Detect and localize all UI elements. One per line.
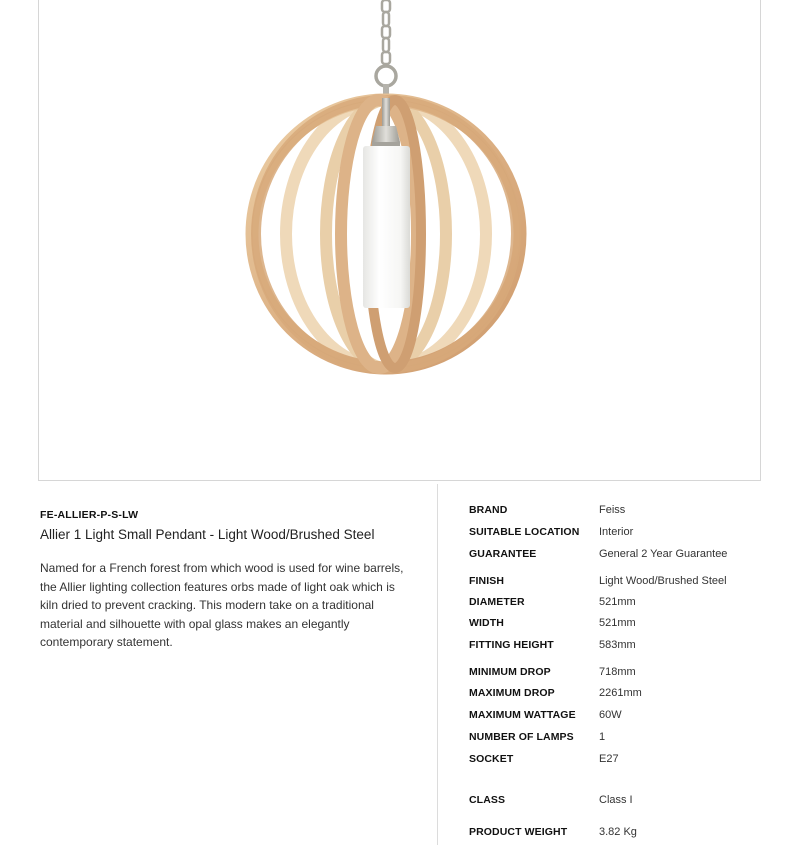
spec-label-suitable-location: SUITABLE LOCATION [469,526,580,538]
spec-value-maximum-drop: 2261mm [599,687,642,699]
spec-value-maximum-wattage: 60W [599,709,622,721]
spec-value-minimum-drop: 718mm [599,666,636,678]
spec-label-socket: SOCKET [469,753,514,765]
spec-value-socket: E27 [599,753,619,765]
spec-value-guarantee: General 2 Year Guarantee [599,548,728,560]
spec-label-number-of-lamps: NUMBER OF LAMPS [469,731,574,743]
spec-label-brand: BRAND [469,504,508,516]
spec-value-fitting-height: 583mm [599,639,636,651]
spec-label-minimum-drop: MINIMUM DROP [469,666,551,678]
spec-value-suitable-location: Interior [599,526,634,538]
spec-value-finish: Light Wood/Brushed Steel [599,575,727,587]
spec-value-diameter: 521mm [599,596,636,608]
column-divider [437,484,438,845]
product-image [39,0,762,482]
spec-label-diameter: DIAMETER [469,596,525,608]
product-description: Named for a French forest from which wood is used for wine barrels, the Allier lighting collection features orbs made of light oak which is kiln dried to prevent cracking. This modern take on a traditional material and silhouette with opal glass makes an elegantly contemporary statement. [40,561,404,649]
product-sku: FE-ALLIER-P-S-LW [40,509,139,521]
spec-label-product-weight: PRODUCT WEIGHT [469,826,568,838]
spec-value-product-weight: 3.82 Kg [599,826,637,838]
spec-label-width: WIDTH [469,617,504,629]
spec-label-class: CLASS [469,794,506,806]
chain [376,0,396,98]
product-summary [40,509,410,652]
spec-label-maximum-drop: MAXIMUM DROP [469,687,555,699]
spec-value-number-of-lamps: 1 [599,731,606,743]
spec-value-brand: Feiss [599,504,626,516]
spec-label-maximum-wattage: MAXIMUM WATTAGE [469,709,576,721]
product-image-frame [38,0,761,481]
spec-value-class: Class I [599,794,633,806]
product-title: Allier 1 Light Small Pendant - Light Wood/Brushed Steel [40,527,375,542]
spec-label-fitting-height: FITTING HEIGHT [469,639,554,651]
spec-value-width: 521mm [599,617,636,629]
spec-label-finish: FINISH [469,575,505,587]
spec-label-guarantee: GUARANTEE [469,548,537,560]
